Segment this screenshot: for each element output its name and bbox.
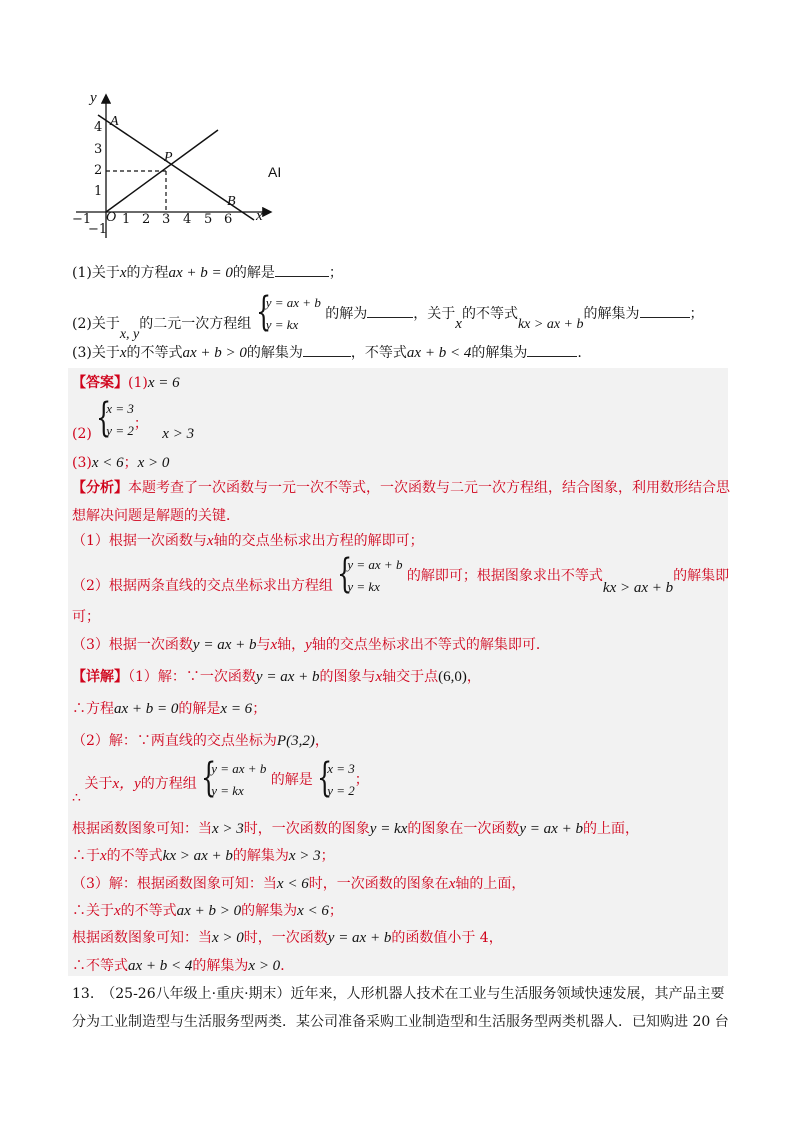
analysis-step-2-cont: 可； [72,609,100,625]
answer-blank[interactable] [303,342,351,357]
analysis-step-3: （3）根据一次函数y = ax + b与x轴，y轴的交点坐标求出不等式的解集即可． [72,637,550,653]
detail-line-10: ∴不等式ax + b < 4的解集为x > 0． [72,958,295,974]
detail-line-9: 根据函数图象可知：当x > 0时，一次函数y = ax + b的函数值小于 4， [72,930,503,946]
answer-blank[interactable] [367,303,413,318]
y-axis-label: y [90,90,97,106]
point-b-label: B [227,194,236,209]
detail-solution: { x = 3 y = 2 [317,755,355,801]
y-tick-2: 2 [94,163,103,178]
origin-label: O [106,210,117,225]
y-tick-4: 4 [94,120,103,135]
answer-1: 【答案】(1)x = 6 [72,375,180,391]
x-tick-6: 6 [224,212,233,227]
x-tick-3: 3 [162,212,171,227]
analysis-paragraph: 【分析】本题考查了一次函数与一元一次不等式，一次函数与二元一次方程组，结合图象，利用数形结合思想解决问题是解题的关键． [72,480,730,524]
answer-blank[interactable] [275,262,329,277]
x-tick-4: 4 [183,212,192,227]
x-tick-neg1: −1 [72,212,92,227]
question-13: 13. （25-26八年级上·重庆·期末）近年来，人形机器人技术在工业与生活服务领域快速发展，其产品主要分为工业制造型与生活服务型两类．某公司准备采购工业制造型和生活服务型两类机器人．已知购进 20 台 [72,986,729,1030]
detail-line-2: ∴方程ax + b = 0的解是x = 6； [72,701,267,717]
detail-line-3: （2）解：∵两直线的交点坐标为P(3,2)， [72,733,329,749]
point-p-label: P [164,150,173,165]
side-label: AI [268,164,282,180]
x-tick-1: 1 [122,212,131,227]
answer-2-system: { x = 3 y = 2 [96,395,134,441]
x-tick-2: 2 [142,212,151,227]
detail-system: { y = ax + b y = kx [201,755,267,801]
y-tick-3: 3 [94,142,103,157]
answer-2: (2) { x = 3 y = 2 ； x > 3 [72,395,195,442]
detail-line-1: 【详解】（1）解：∵一次函数y = ax + b的图象与x轴交于点(6,0)， [72,669,481,685]
detail-line-5: 根据函数图象可知：当x > 3时，一次函数的图象y = kx的图象在一次函数y = ax + b的上面， [72,821,639,837]
answer-blank[interactable] [527,342,577,357]
question-3: (3)关于x的不等式ax + b > 0的解集为 ，不等式ax + b < 4的解集为 . [72,342,582,362]
question-2: (2)关于x, y的二元一次方程组 { y = ax + b y = kx 的解为 ，关于x的不等式kx > ax + b的解集为 ； [72,289,704,342]
answer-blank[interactable] [640,303,690,318]
point-a-label: A [110,114,119,129]
analysis-system: { y = ax + b y = kx [337,551,403,597]
y-tick-1: 1 [94,184,103,199]
x-axis-label: x [256,208,263,224]
detail-line-6: ∴于x的不等式kx > ax + b的解集为x > 3； [72,848,335,864]
y-tick-neg1: −1 [88,222,108,237]
x-tick-5: 5 [204,212,213,227]
equation-system: { y = ax + b y = kx [255,289,321,335]
detail-line-7: （3）解：根据函数图象可知：当x < 6时，一次函数的图象在x轴的上面， [72,876,526,892]
question-1: (1)关于x的方程ax + b = 0的解是 ； [72,262,343,282]
detail-line-4: ∴ 关于x，y的方程组 { y = ax + b y = kx 的解是 { x = 3 y = 2 ； [72,755,369,806]
detail-line-8: ∴关于x的不等式ax + b > 0的解集为x < 6； [72,903,343,919]
answer-3: (3)x < 6；x > 0 [72,455,170,471]
analysis-step-1: （1）根据一次函数与x轴的交点坐标求出方程的解即可； [72,533,424,549]
coordinate-graph [66,88,296,248]
analysis-step-2: （2）根据两条直线的交点坐标求出方程组 { y = ax + b y = kx 的解即可；根据图象求出不等式kx > ax + b的解集即 [72,551,730,597]
